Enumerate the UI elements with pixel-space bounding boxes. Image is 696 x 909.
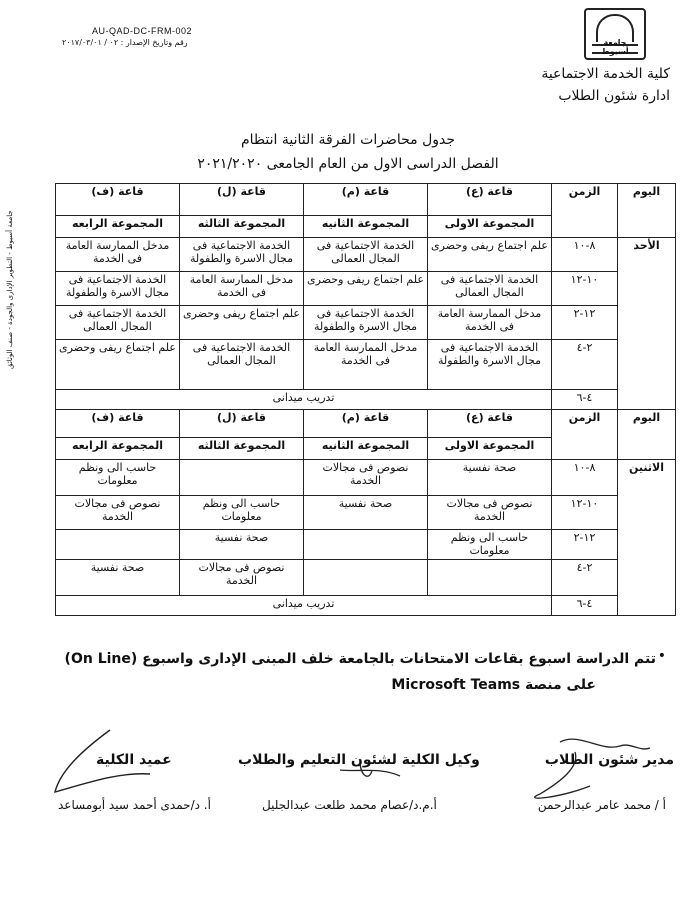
issue-line: رقم وتاريخ الإصدار : ٠٢ / ٢٠١٧/٠٣/٠١: [62, 38, 188, 47]
time-header: الزمن: [552, 410, 618, 460]
course-cell: الخدمة الاجتماعية فى مجال الاسرة والطفولة: [56, 272, 180, 306]
time-header: الزمن: [552, 184, 618, 238]
university-logo: [584, 8, 646, 60]
room-header: قاعة (ف): [56, 410, 180, 438]
signature-name: أ.م.د/عصام محمد طلعت عبدالجليل: [262, 798, 437, 812]
time-cell: ٢-٤: [552, 340, 618, 390]
signature-name: أ / محمد عامر عبدالرحمن: [537, 798, 666, 812]
group-header: المجموعة الثانيه: [304, 216, 428, 238]
field-training-cell: تدريب ميدانى: [56, 596, 552, 616]
course-cell: علم اجتماع ريفى وحضرى: [304, 272, 428, 306]
time-cell: ١٠-١٢: [552, 272, 618, 306]
table-row: [56, 238, 676, 272]
course-cell: حاسب الى ونظم معلومات: [56, 460, 180, 496]
table-row: [56, 390, 676, 410]
room-header: قاعة (ل): [180, 184, 304, 216]
course-cell: الخدمة الاجتماعية فى مجال الاسرة والطفولة: [428, 340, 552, 390]
course-cell: [304, 560, 428, 596]
time-cell: ١٢-٢: [552, 306, 618, 340]
bullet-icon: •: [657, 648, 666, 664]
course-cell: نصوص فى مجالات الخدمة: [180, 560, 304, 596]
semester-title: الفصل الدراسى الاول من العام الجامعى ٢٠٢١/٢٠٢٠: [197, 156, 499, 172]
course-cell: [428, 560, 552, 596]
note-line-2: على منصة Microsoft Teams: [391, 677, 596, 693]
table-row: [56, 560, 676, 596]
table-row: [56, 496, 676, 530]
logo-text: جامعة أسيوط: [601, 38, 629, 56]
course-cell: صحة نفسية: [56, 560, 180, 596]
group-header: المجموعة الثانيه: [304, 438, 428, 460]
signature-name: أ. د/حمدى أحمد سيد أبومساعد: [58, 798, 211, 812]
group-header: المجموعة الرابعه: [56, 216, 180, 238]
time-cell: ١٢-٢: [552, 530, 618, 560]
course-cell: علم اجتماع ريفى وحضرى: [56, 340, 180, 390]
course-cell: مدخل الممارسة العامة فى الخدمة: [304, 340, 428, 390]
department-name: ادارة شئون الطلاب: [558, 88, 670, 104]
course-cell: صحة نفسية: [428, 460, 552, 496]
course-cell: نصوص فى مجالات الخدمة: [428, 496, 552, 530]
room-header: قاعة (م): [304, 410, 428, 438]
table-row: [56, 460, 676, 496]
course-cell: مدخل الممارسة العامة فى الخدمة: [180, 272, 304, 306]
day-header: اليوم: [618, 184, 676, 238]
course-cell: الخدمة الاجتماعية فى المجال العمالى: [180, 340, 304, 390]
room-header: قاعة (م): [304, 184, 428, 216]
group-header: المجموعة الرابعه: [56, 438, 180, 460]
course-cell: مدخل الممارسة العامة فى الخدمة: [428, 306, 552, 340]
group-header: المجموعة الاولى: [428, 438, 552, 460]
course-cell: نصوص فى مجالات الخدمة: [56, 496, 180, 530]
table-row: [56, 596, 676, 616]
course-cell: الخدمة الاجتماعية فى مجال الاسرة والطفولة: [304, 306, 428, 340]
group-header: المجموعة الاولى: [428, 216, 552, 238]
course-cell: حاسب الى ونظم معلومات: [180, 496, 304, 530]
field-training-cell: تدريب ميدانى: [56, 390, 552, 410]
course-cell: علم اجتماع ريفى وحضرى: [180, 306, 304, 340]
side-margin-text: جامعة أسيوط - التطوير الإدارى والجودة - صنف الوثائق: [6, 210, 14, 369]
course-cell: صحة نفسية: [180, 530, 304, 560]
course-cell: [304, 530, 428, 560]
signature-title: مدير شئون الطلاب: [544, 752, 674, 768]
handwritten-signatures: [0, 712, 696, 812]
room-header: قاعة (ل): [180, 410, 304, 438]
note-line-1: تتم الدراسة اسبوع بقاعات الامتحانات بالجامعة خلف المبنى الإدارى واسبوع (On Line): [64, 651, 656, 667]
room-header: قاعة (ف): [56, 184, 180, 216]
group-header: المجموعة الثالثه: [180, 216, 304, 238]
form-code: AU-QAD-DC-FRM-002: [92, 26, 193, 36]
group-header: المجموعة الثالثه: [180, 438, 304, 460]
monday-schedule-table: [55, 409, 676, 616]
course-cell: صحة نفسية: [304, 496, 428, 530]
schedule-title: جدول محاضرات الفرقة الثانية انتظام: [240, 132, 456, 148]
course-cell: نصوص فى مجالات الخدمة: [304, 460, 428, 496]
college-name: كلية الخدمة الاجتماعية: [541, 66, 670, 82]
course-cell: مدخل الممارسة العامة فى الخدمة: [56, 238, 180, 272]
time-cell: ١٠-١٢: [552, 496, 618, 530]
course-cell: الخدمة الاجتماعية فى المجال العمالى: [304, 238, 428, 272]
signature-title: عميد الكلية: [96, 752, 172, 768]
day-cell: الأحد: [618, 238, 676, 410]
course-cell: [180, 460, 304, 496]
time-cell: ٨-١٠: [552, 238, 618, 272]
room-header: قاعة (ع): [428, 410, 552, 438]
table-row: [56, 306, 676, 340]
sunday-schedule-table: [55, 183, 676, 410]
time-cell: ٤-٦: [552, 390, 618, 410]
table-row: [56, 530, 676, 560]
day-cell: الاثنين: [618, 460, 676, 616]
table-row: [56, 340, 676, 390]
room-header: قاعة (ع): [428, 184, 552, 216]
day-header: اليوم: [618, 410, 676, 460]
time-cell: ٤-٦: [552, 596, 618, 616]
course-cell: حاسب الى ونظم معلومات: [428, 530, 552, 560]
course-cell: علم اجتماع ريفى وحضرى: [428, 238, 552, 272]
course-cell: الخدمة الاجتماعية فى المجال العمالى: [56, 306, 180, 340]
time-cell: ٢-٤: [552, 560, 618, 596]
signature-title: وكيل الكلية لشئون التعليم والطلاب: [238, 752, 480, 768]
course-cell: الخدمة الاجتماعية فى المجال العمالى: [428, 272, 552, 306]
time-cell: ٨-١٠: [552, 460, 618, 496]
study-note: [56, 646, 656, 698]
course-cell: الخدمة الاجتماعية فى مجال الاسرة والطفولة: [180, 238, 304, 272]
course-cell: [56, 530, 180, 560]
table-row: [56, 272, 676, 306]
